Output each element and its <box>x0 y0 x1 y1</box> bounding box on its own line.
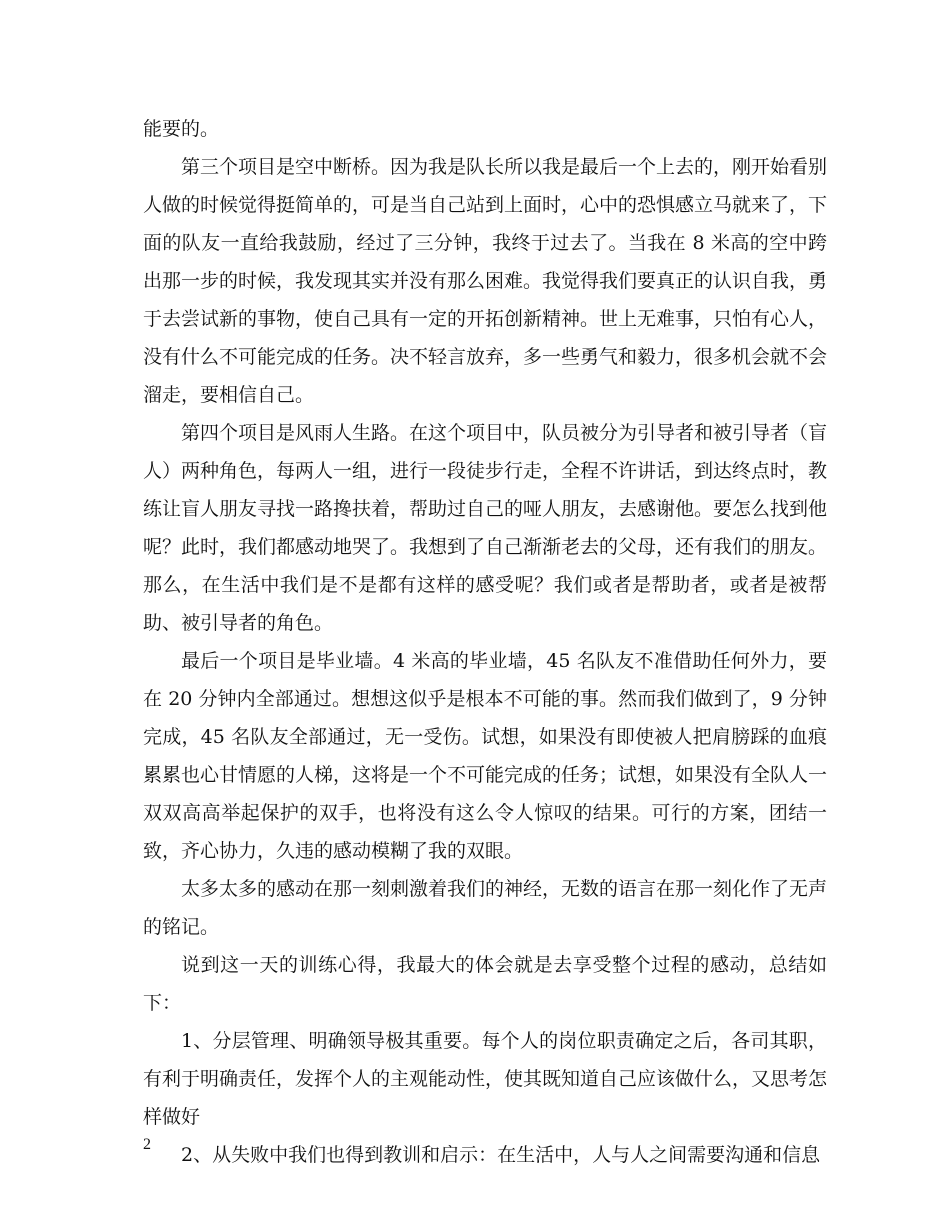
paragraph-5: 太多太多的感动在那一刻刺激着我们的神经，无数的语言在那一刻化作了无声的铭记。 <box>143 878 828 938</box>
paragraph-2: 第三个项目是空中断桥。因为我是队长所以我是最后一个上去的，刚开始看别人做的时候觉得挺简单的，可是当自己站到上面时，心中的恐惧感立马就来了，下面的队友一直给我鼓励，经过了三分钟，我终于过去了。当我在 8 米高的空中跨出那一步的时候，我发现其实并没有那么困难。我觉得我们要真正的认识自我，勇于去尝试新的事物，使自己具有一定的开拓创新精神。世上无难事，只怕有心人，没有什么不可能完成的任务。决不轻言放弃，多一些勇气和毅力，很多机会就不会溜走，要相信自己。 <box>143 156 828 406</box>
paragraph-6: 说到这一天的训练心得，我最大的体会就是去享受整个过程的感动，总结如下： <box>143 954 827 1014</box>
page-number: 2 <box>143 1136 151 1153</box>
paragraph-3: 第四个项目是风雨人生路。在这个项目中，队员被分为引导者和被引导者（盲人）两种角色，每两人一组，进行一段徒步行走，全程不许讲话，到达终点时，教练让盲人朋友寻找一路搀扶着，帮助过自己的哑人朋友，去感谢他。要怎么找到他呢？此时，我们都感动地哭了。我想到了自己渐渐老去的父母，还有我们的朋友。那么，在生活中我们是不是都有这样的感受呢？我们或者是帮助者，或者是被帮助、被引导者的角色。 <box>143 422 828 634</box>
paragraph-4: 最后一个项目是毕业墙。4 米高的毕业墙，45 名队友不准借助任何外力，要在 20 分钟内全部通过。想想这似乎是根本不可能的事。然而我们做到了，9 分钟完成，45 名队友全部通过，无一受伤。试想，如果没有即使被人把肩膀踩的血痕累累也心甘情愿的人梯，这将是一个不可能完成的任务；试想，如果没有全队人一双双高高举起保护的双手，也将没有这么令人惊叹的结果。可行的方案，团结一致，齐心协力，久违的感动模糊了我的双眼。 <box>143 650 828 862</box>
document-body <box>143 110 827 1174</box>
paragraph-1: 能要的。 <box>143 118 220 140</box>
paragraph-7: 1、分层管理、明确领导极其重要。每个人的岗位职责确定之后，各司其职，有利于明确责任，发挥个人的主观能动性，使其既知道自己应该做什么，又思考怎样做好 <box>143 1030 828 1128</box>
paragraph-8: 2、从失败中我们也得到教训和启示：在生活中，人与人之间需要沟通和信息 <box>181 1144 821 1166</box>
